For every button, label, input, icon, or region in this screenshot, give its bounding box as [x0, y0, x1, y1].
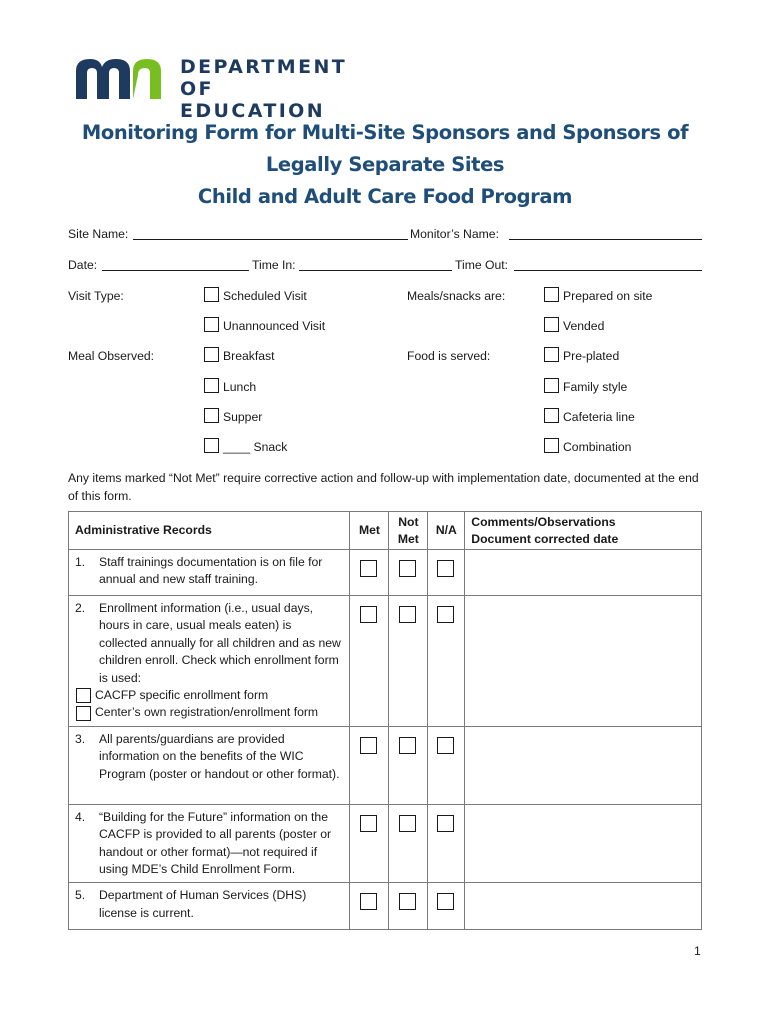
row-4-na-checkbox[interactable]	[437, 815, 454, 832]
time-out-field[interactable]	[514, 270, 702, 271]
time-in-label: Time In:	[252, 258, 296, 272]
row-4-text: “Building for the Future” information on the CACFP is provided to all parents (poster or handout or other format)—not required if using MDE’s Child Enrollment Form.	[99, 809, 332, 877]
row-2-not-met-cell	[389, 596, 428, 727]
logo-line-education: OF EDUCATION	[180, 78, 326, 122]
row-1-number: 1.	[75, 555, 86, 569]
row-4-met-cell	[350, 804, 389, 883]
vended-checkbox[interactable]	[544, 317, 559, 332]
meals-snacks-label: Meals/snacks are:	[407, 289, 506, 303]
snack-checkbox[interactable]	[204, 438, 219, 453]
site-name-field[interactable]	[133, 239, 408, 240]
header-comments	[465, 512, 702, 550]
row-5-not-met-cell	[389, 883, 428, 930]
row-4-text-cell	[69, 804, 350, 883]
row-3-met-cell	[350, 726, 389, 804]
supper-checkbox[interactable]	[204, 408, 219, 423]
pre-plated-label: Pre-plated	[563, 349, 620, 363]
supper-label: Supper	[223, 410, 263, 424]
row-2-comments-cell[interactable]	[465, 596, 702, 727]
row-5-na-checkbox[interactable]	[437, 893, 454, 910]
centers-own-registration-label: Center’s own registration/enrollment form	[95, 705, 319, 720]
table-row	[69, 550, 702, 596]
row-2-text-cell	[69, 596, 350, 727]
row-1-met-cell	[350, 550, 389, 596]
header-not-met-text: Not Met	[397, 514, 419, 546]
row-1-na-checkbox[interactable]	[437, 560, 454, 577]
lunch-label: Lunch	[223, 380, 257, 394]
row-5-comments-cell[interactable]	[465, 883, 702, 930]
row-5-na-cell	[428, 883, 465, 930]
title-line-3: Child and Adult Care Food Program	[197, 185, 573, 208]
date-field[interactable]	[102, 270, 249, 271]
header-na: N/A	[428, 512, 465, 550]
mde-logo-mark-icon	[76, 59, 162, 99]
centers-own-registration-checkbox[interactable]	[76, 706, 91, 721]
row-4-met-checkbox[interactable]	[360, 815, 377, 832]
row-2-met-checkbox[interactable]	[360, 606, 377, 623]
table-row	[69, 596, 702, 727]
monitor-name-label: Monitor’s Name:	[410, 227, 499, 241]
row-1-met-checkbox[interactable]	[360, 560, 377, 577]
logo-line-department: DEPARTMENT	[180, 56, 348, 78]
not-met-note: Any items marked “Not Met” require corrective action and follow-up with implementation date, documented at the end of this form.	[68, 471, 699, 503]
row-4-not-met-cell	[389, 804, 428, 883]
monitor-name-field[interactable]	[509, 239, 702, 240]
header-comments-line1: Comments/Observations	[471, 514, 616, 529]
header-met: Met	[350, 512, 389, 550]
row-3-comments-cell[interactable]	[465, 726, 702, 804]
row-1-na-cell	[428, 550, 465, 596]
row-1-text: Staff trainings documentation is on file for annual and new staff training.	[99, 555, 323, 587]
row-3-number: 3.	[75, 731, 86, 746]
row-5-text-cell	[69, 883, 350, 930]
header-administrative-records: Administrative Records	[69, 512, 350, 550]
pre-plated-checkbox[interactable]	[544, 347, 559, 362]
cacfp-enrollment-label: CACFP specific enrollment form	[95, 688, 269, 703]
mde-logo	[76, 56, 356, 122]
family-style-checkbox[interactable]	[544, 378, 559, 393]
family-style-label: Family style	[563, 380, 628, 394]
header-not-met	[389, 512, 428, 550]
row-3-not-met-checkbox[interactable]	[399, 737, 416, 754]
row-1-text-cell	[69, 550, 350, 596]
meal-observed-label: Meal Observed:	[68, 349, 155, 363]
time-out-label: Time Out:	[455, 258, 509, 272]
row-5-not-met-checkbox[interactable]	[399, 893, 416, 910]
row-1-not-met-checkbox[interactable]	[399, 560, 416, 577]
prepared-on-site-checkbox[interactable]	[544, 287, 559, 302]
row-3-not-met-cell	[389, 726, 428, 804]
row-3-text: All parents/guardians are provided information on the benefits of the WIC Program (poster or handout or other format).	[99, 731, 340, 781]
row-3-na-checkbox[interactable]	[437, 737, 454, 754]
row-3-met-checkbox[interactable]	[360, 737, 377, 754]
breakfast-checkbox[interactable]	[204, 347, 219, 362]
date-label: Date:	[68, 258, 98, 272]
cafeteria-line-label: Cafeteria line	[563, 410, 635, 424]
snack-label: ____ Snack	[223, 440, 288, 454]
row-1-not-met-cell	[389, 550, 428, 596]
visit-type-label: Visit Type:	[68, 289, 124, 303]
scheduled-visit-checkbox[interactable]	[204, 287, 219, 302]
unannounced-visit-checkbox[interactable]	[204, 317, 219, 332]
row-1-comments-cell[interactable]	[465, 550, 702, 596]
row-2-text: Enrollment information (i.e., usual days, hours in care, usual meals eaten) is collected annually for all children and as new children enroll. Check which enrollment form is used:	[99, 601, 341, 685]
time-in-field[interactable]	[299, 270, 452, 271]
row-3-na-cell	[428, 726, 465, 804]
cafeteria-line-checkbox[interactable]	[544, 408, 559, 423]
row-2-na-checkbox[interactable]	[437, 606, 454, 623]
administrative-records-table	[68, 511, 702, 930]
cacfp-enrollment-checkbox[interactable]	[76, 688, 91, 703]
page-title	[40, 117, 730, 213]
unannounced-visit-label: Unannounced Visit	[223, 319, 326, 333]
vended-label: Vended	[563, 319, 605, 333]
centers-own-registration-option[interactable]	[76, 704, 341, 721]
row-2-met-cell	[350, 596, 389, 727]
cacfp-enrollment-option[interactable]	[76, 687, 341, 704]
page-number: 1	[694, 944, 701, 958]
combination-checkbox[interactable]	[544, 438, 559, 453]
row-2-not-met-checkbox[interactable]	[399, 606, 416, 623]
row-4-na-cell	[428, 804, 465, 883]
logo-text	[180, 56, 356, 122]
row-4-number: 4.	[75, 809, 86, 824]
site-name-label: Site Name:	[68, 227, 129, 241]
row-2-number: 2.	[75, 601, 86, 615]
breakfast-label: Breakfast	[223, 349, 275, 363]
title-line-1: Monitoring Form for Multi-Site Sponsors and Sponsors of	[81, 121, 689, 144]
row-5-number: 5.	[75, 888, 86, 903]
table-header-row	[69, 512, 702, 550]
prepared-on-site-label: Prepared on site	[563, 289, 653, 303]
row-5-met-cell	[350, 883, 389, 930]
row-4-comments-cell[interactable]	[465, 804, 702, 883]
food-served-label: Food is served:	[407, 349, 491, 363]
row-5-met-checkbox[interactable]	[360, 893, 377, 910]
table-row	[69, 804, 702, 883]
header-comments-line2: Document corrected date	[471, 531, 619, 546]
scheduled-visit-label: Scheduled Visit	[223, 289, 307, 303]
row-3-text-cell	[69, 726, 350, 804]
row-2-na-cell	[428, 596, 465, 727]
table-row	[69, 883, 702, 930]
combination-label: Combination	[563, 440, 632, 454]
title-line-2: Legally Separate Sites	[265, 153, 505, 176]
row-5-text: Department of Human Services (DHS) license is current.	[99, 888, 307, 920]
lunch-checkbox[interactable]	[204, 378, 219, 393]
table-row	[69, 726, 702, 804]
row-4-not-met-checkbox[interactable]	[399, 815, 416, 832]
